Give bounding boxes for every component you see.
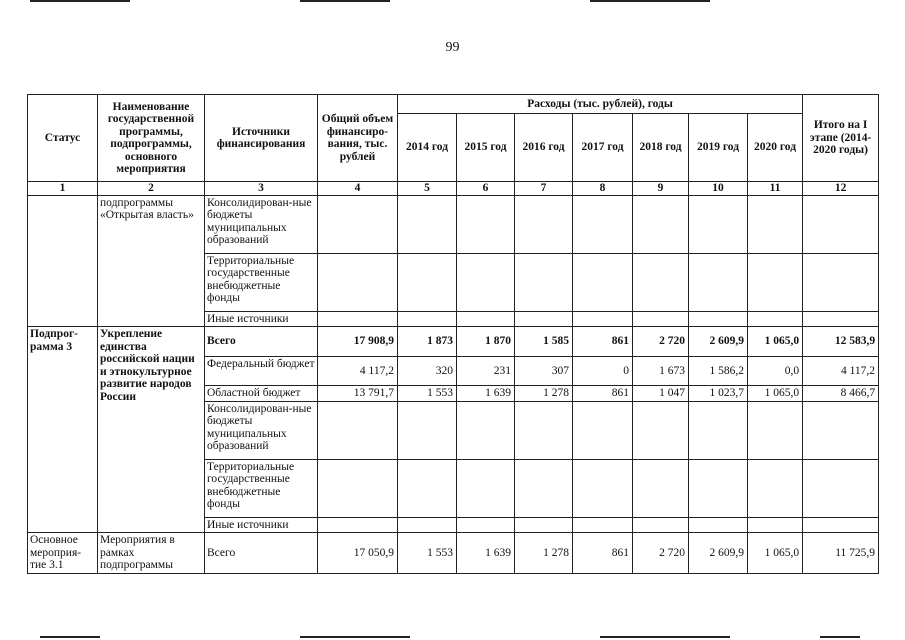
col-number: 7: [515, 182, 573, 196]
status-cell: Основное мероприя-тие 3.1: [28, 533, 98, 574]
value-cell: 1 553: [398, 533, 457, 574]
col-number: 5: [398, 182, 457, 196]
value-cell: 1 586,2: [689, 357, 748, 386]
header-total: Общий объем финансиро-вания, тыс. рублей: [318, 95, 398, 182]
value-cell: 17 908,9: [318, 327, 398, 357]
value-cell: 1 585: [515, 327, 573, 357]
header-expenses: Расходы (тыс. рублей), годы: [398, 95, 803, 114]
source-cell: Консолидирован-ные бюджеты муниципальных образований: [205, 195, 318, 253]
value-cell: 11 725,9: [803, 533, 879, 574]
value-cell: 0,0: [748, 357, 803, 386]
value-cell: 17 050,9: [318, 533, 398, 574]
value-cell: 1 639: [457, 533, 515, 574]
top-edge-line: [300, 0, 390, 2]
source-cell: Консолидирован-ные бюджеты муниципальных образований: [205, 401, 318, 459]
status-cell: [28, 195, 98, 327]
value-cell: 1 553: [398, 386, 457, 402]
value-cell: 1 873: [398, 327, 457, 357]
source-cell: Всего: [205, 533, 318, 574]
value-cell: 1 278: [515, 386, 573, 402]
source-cell: Территориальные государственные внебюджетные фонды: [205, 459, 318, 517]
col-number: 8: [573, 182, 633, 196]
col-number: 3: [205, 182, 318, 196]
table-row: [28, 327, 879, 357]
bottom-edge-line: [40, 636, 100, 638]
value-cell: 1 870: [457, 327, 515, 357]
value-cell: 12 583,9: [803, 327, 879, 357]
value-cell: 8 466,7: [803, 386, 879, 402]
page-number: 99: [445, 40, 460, 55]
value-cell: 1 065,0: [748, 327, 803, 357]
header-name: Наименование государственной программы, подпрограммы, основного мероприятия: [98, 95, 205, 182]
top-edge-line: [590, 0, 710, 2]
value-cell: 307: [515, 357, 573, 386]
header-sources: Источники финансирования: [205, 95, 318, 182]
value-cell: 1 673: [633, 357, 689, 386]
col-number: 2: [98, 182, 205, 196]
value-cell: 1 278: [515, 533, 573, 574]
program-name: Мероприятия в рамках подпрограммы: [98, 533, 205, 574]
value-cell: 4 117,2: [803, 357, 879, 386]
header-year: 2014 год: [398, 114, 457, 182]
value-cell: 0: [573, 357, 633, 386]
source-cell: Федеральный бюджет: [205, 357, 318, 386]
value-cell: 2 720: [633, 533, 689, 574]
value-cell: 1 023,7: [689, 386, 748, 402]
value-cell: 4 117,2: [318, 357, 398, 386]
financing-table: [27, 94, 879, 574]
bottom-edge-line: [820, 636, 860, 638]
col-number: 11: [748, 182, 803, 196]
col-number: 4: [318, 182, 398, 196]
source-cell: Всего: [205, 327, 318, 357]
source-cell: Иные источники: [205, 311, 318, 327]
value-cell: 1 047: [633, 386, 689, 402]
col-number: 10: [689, 182, 748, 196]
value-cell: 1 065,0: [748, 533, 803, 574]
value-cell: 2 720: [633, 327, 689, 357]
program-name: Укрепление единства российской нации и этнокультурное развитие народов России: [98, 327, 205, 533]
col-number: 9: [633, 182, 689, 196]
program-name: подпрограммы «Открытая власть»: [98, 195, 205, 327]
col-number: 12: [803, 182, 879, 196]
value-cell: 861: [573, 533, 633, 574]
col-number: 1: [28, 182, 98, 196]
value-cell: 2 609,9: [689, 327, 748, 357]
table-row: [28, 195, 879, 253]
value-cell: 320: [398, 357, 457, 386]
header-year: 2019 год: [689, 114, 748, 182]
value-cell: 861: [573, 386, 633, 402]
value-cell: 231: [457, 357, 515, 386]
header-status: Статус: [28, 95, 98, 182]
value-cell: 1 639: [457, 386, 515, 402]
top-edge-line: [30, 0, 130, 2]
table-row: [28, 533, 879, 574]
bottom-edge-line: [300, 636, 410, 638]
header-year: 2020 год: [748, 114, 803, 182]
header-year: 2018 год: [633, 114, 689, 182]
value-cell: 13 791,7: [318, 386, 398, 402]
header-stage-total: Итого на I этапе (2014-2020 годы): [803, 95, 879, 182]
value-cell: 2 609,9: [689, 533, 748, 574]
status-cell: Подпрог-рамма 3: [28, 327, 98, 533]
source-cell: Областной бюджет: [205, 386, 318, 402]
header-year: 2016 год: [515, 114, 573, 182]
value-cell: 861: [573, 327, 633, 357]
source-cell: Территориальные государственные внебюджетные фонды: [205, 253, 318, 311]
header-year: 2015 год: [457, 114, 515, 182]
header-year: 2017 год: [573, 114, 633, 182]
source-cell: Иные источники: [205, 517, 318, 533]
col-number: 6: [457, 182, 515, 196]
value-cell: 1 065,0: [748, 386, 803, 402]
bottom-edge-line: [600, 636, 730, 638]
